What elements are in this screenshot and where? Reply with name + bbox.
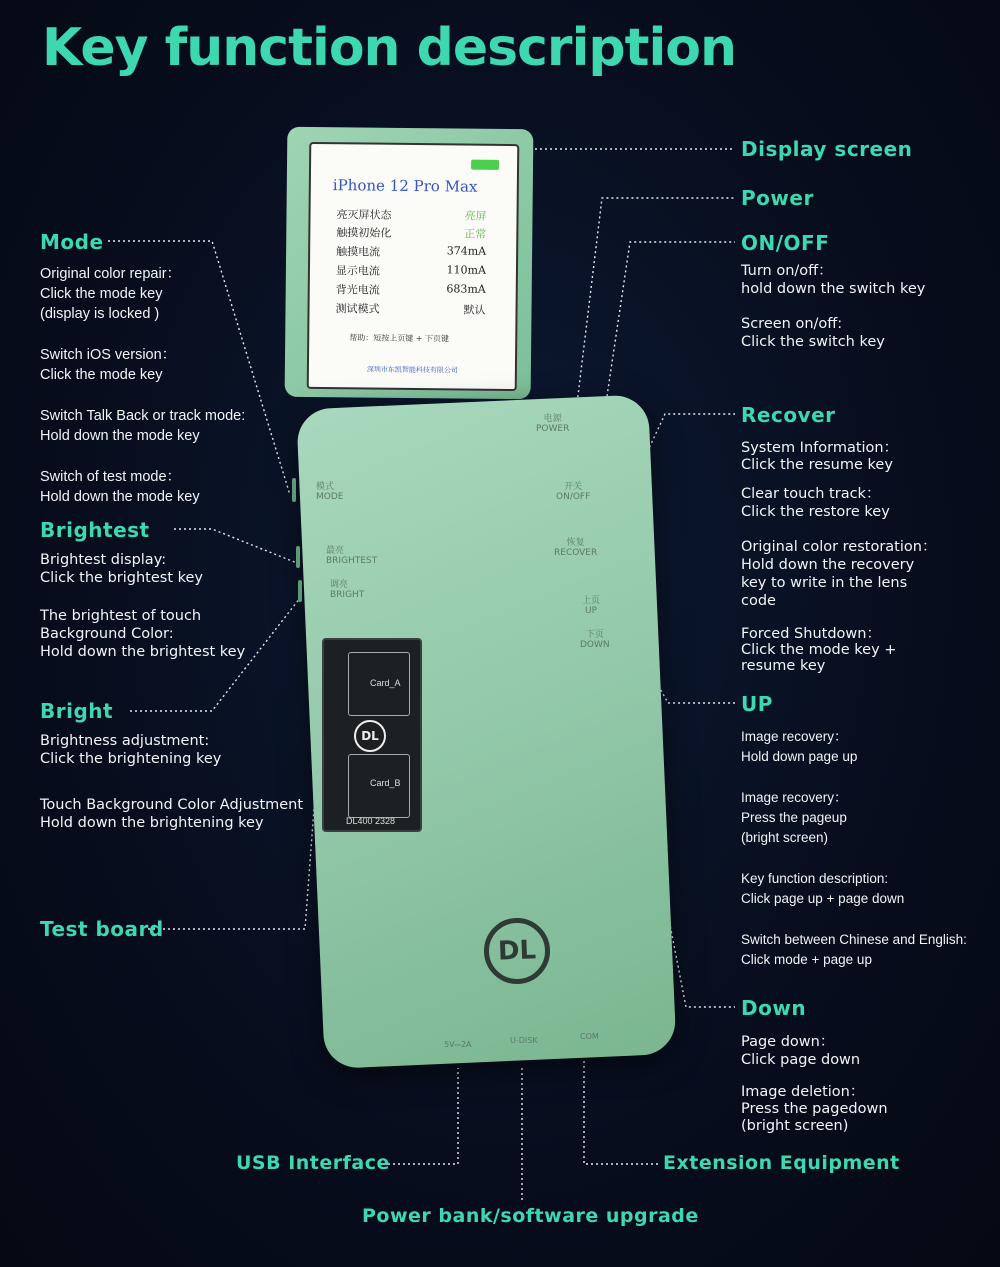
card-a-label: Card_A (370, 678, 401, 688)
mode-desc-1: Original color repair： Click the mode key (display is locked ) (40, 266, 182, 322)
device-screen (307, 142, 520, 391)
heading-recover: Recover (741, 403, 836, 427)
up-desc-3: Key function description: Click page up + page down (741, 871, 905, 906)
screen-row: 背光电流 683mA (335, 282, 486, 297)
mode-desc-4: Switch of test mode： Hold down the mode key (40, 469, 200, 505)
recover-desc-1: System Information： Click the resume key (741, 440, 899, 473)
recover-desc-2: Clear touch track： Click the restore key (741, 486, 890, 520)
heading-extension-equipment: Extension Equipment (663, 1152, 900, 1174)
bright-desc-1: Brightness adjustment: Click the brightening key (40, 733, 222, 767)
device-label-down: 下页 DOWN (580, 630, 610, 650)
heading-down: Down (741, 996, 807, 1020)
brightest-desc-1: Brightest display: Click the brightest key (40, 552, 203, 586)
heading-onoff: ON/OFF (741, 231, 830, 255)
onoff-desc-1: Turn on/off： hold down the switch key (741, 263, 926, 297)
board-id-label: DL400 2328 (346, 816, 396, 826)
bright-desc-2: Touch Background Color Adjustment Hold down the brightening key (40, 797, 304, 831)
mode-desc-2: Switch iOS version： Click the mode key (40, 347, 177, 383)
recover-desc-4: Forced Shutdown： Click the mode key + resume key (741, 626, 897, 674)
screen-row: 触摸初始化 正常 (336, 226, 487, 241)
brightest-desc-2: The brightest of touch Background Color: Hold down the brightest key (40, 608, 246, 660)
bright-side-button (298, 580, 302, 602)
dl-small-logo-icon: DL (354, 720, 386, 752)
heading-mode: Mode (40, 230, 104, 254)
up-desc-1: Image recovery： Hold down page up (741, 729, 858, 764)
up-desc-4: Switch between Chinese and English: Click mode + page up (741, 932, 967, 967)
port-label-5v: 5V⎓2A (444, 1040, 472, 1049)
brightest-side-button (296, 546, 300, 568)
mode-side-button (292, 478, 296, 502)
heading-bright: Bright (40, 699, 114, 723)
device-label-up: 上页 UP (582, 596, 601, 616)
screen-footer: 深圳市东凯智能科技有限公司 (366, 365, 458, 375)
page-title: Key function description (42, 18, 737, 78)
up-desc-2: Image recovery： Press the pageup (bright screen) (741, 790, 848, 845)
down-desc-1: Page down： Click page down (741, 1034, 861, 1068)
test-board-slot (322, 638, 422, 832)
device-label-power: 电源 POWER (536, 414, 570, 434)
port-label-com: COM (580, 1032, 599, 1041)
device-label-onoff: 开关 ON/OFF (556, 482, 591, 502)
port-label-udisk: U-DISK (510, 1036, 538, 1045)
heading-power-bank: Power bank/software upgrade (362, 1205, 699, 1227)
heading-brightest: Brightest (40, 518, 150, 542)
dl-logo-icon: DL (483, 917, 551, 985)
screen-model: iPhone 12 Pro Max (332, 176, 478, 196)
heading-up: UP (741, 692, 773, 716)
card-b-label: Card_B (370, 778, 401, 788)
device-label-brightest: 最亮 BRIGHTEST (326, 546, 378, 566)
recover-desc-3: Original color restoration： Hold down the recovery key to write in the lens code (741, 539, 937, 609)
onoff-desc-2: Screen on/off: Click the switch key (741, 316, 885, 350)
heading-usb-interface: USB Interface (236, 1152, 390, 1174)
battery-icon (471, 160, 499, 170)
mode-desc-3: Switch Talk Back or track mode: Hold down the mode key (40, 408, 246, 444)
screen-row: 亮灭屏状态 亮屏 (336, 208, 487, 223)
screen-row: 显示电流 110mA (335, 263, 487, 278)
heading-display-screen: Display screen (741, 137, 913, 161)
screen-hint: 帮助：短按上页键 + 下页键 (349, 333, 450, 344)
device-label-recover: 恢复 RECOVER (554, 538, 598, 558)
device-label-bright: 调亮 BRIGHT (330, 580, 365, 600)
device-label-mode: 模式 MODE (316, 482, 344, 502)
screen-row: 触摸电流 374mA (336, 244, 487, 259)
screen-row: 测试模式 默认 (335, 302, 486, 317)
heading-power: Power (741, 186, 814, 210)
heading-test-board: Test board (40, 917, 164, 941)
down-desc-2: Image deletion： Press the pagedown (bright screen) (741, 1084, 888, 1134)
